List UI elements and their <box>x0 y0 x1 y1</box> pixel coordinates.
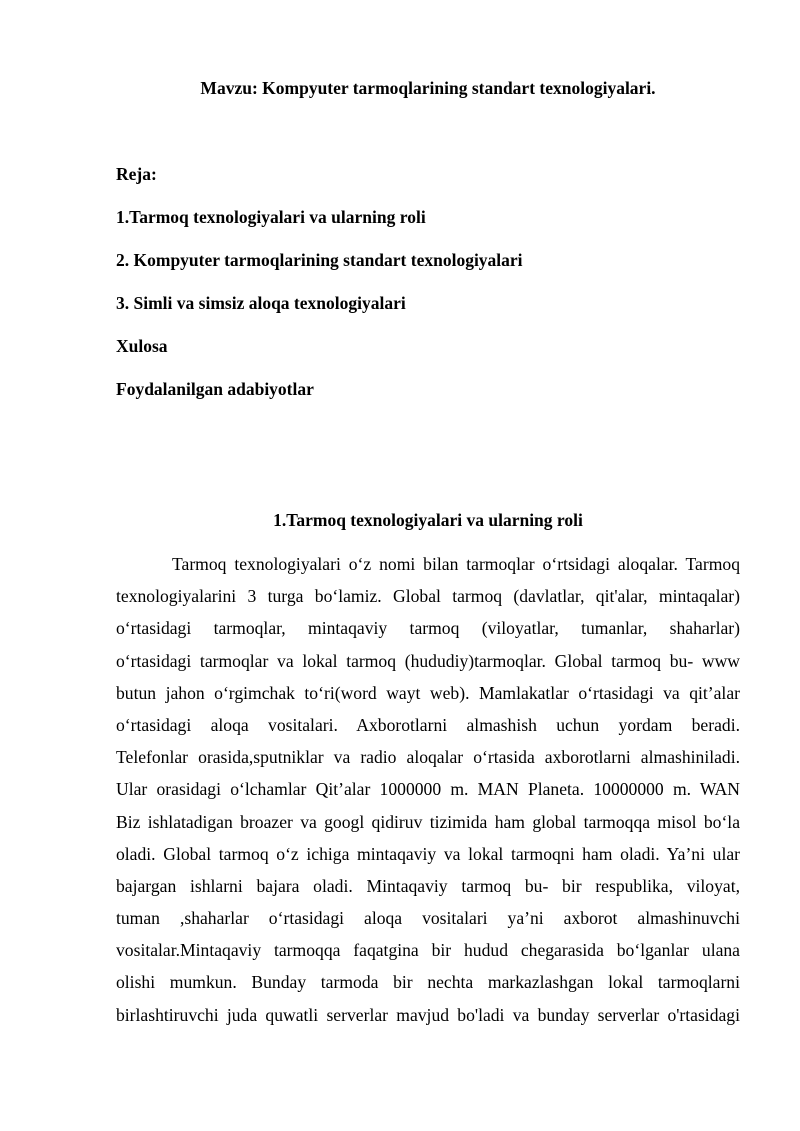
body-line: Tarmoq texnologiyalari o‘z nomi bilan tarmoqlar o‘rtsidagi aloqalar. Tarmoq <box>172 554 740 574</box>
body-line: Biz ishlatadigan broazer va googl qidiruv tizimida ham global tarmoqqa misol bo‘la <box>116 811 740 832</box>
section-heading: 1.Tarmoq texnologiyalari va ularning roli <box>273 510 583 530</box>
body-line: vositalar.Mintaqaviy tarmoqqa faqatgina bir hudud chegarasida bo‘lganlar ulana <box>116 940 740 961</box>
body-line: olishi mumkun. Bunday tarmoda bir nechta markazlashgan lokal tarmoqlarni <box>116 972 740 993</box>
body-line: butun jahon o‘rgimchak to‘ri(word wayt web). Mamlakatlar o‘rtasidagi va qit’alar <box>116 682 740 703</box>
body-line: o‘rtasidagi tarmoqlar, mintaqaviy tarmoq (viloyatlar, tumanlar, shaharlar) <box>116 618 740 639</box>
body-line: bajargan ishlarni bajara oladi. Mintaqaviy tarmoq bu- bir respublika, viloyat, <box>116 875 740 896</box>
body-line: Ular orasidagi o‘lchamlar Qit’alar 1000000 m. MAN Planeta. 10000000 m. WAN <box>116 779 740 800</box>
body-line: oladi. Global tarmoq o‘z ichiga mintaqaviy va lokal tarmoqni ham oladi. Ya’ni ular <box>116 843 740 864</box>
plan-item: 3. Simli va simsiz aloqa texnologiyalari <box>116 293 406 313</box>
body-line: tuman ,shaharlar o‘rtasidagi aloqa vositalari ya’ni axborot almashinuvchi <box>116 908 740 929</box>
plan-item: Foydalanilgan adabiyotlar <box>116 379 314 399</box>
plan-item: Xulosa <box>116 336 168 356</box>
body-line: o‘rtasidagi aloqa vositalari. Axborotlarni almashish uchun yordam beradi. <box>116 714 740 735</box>
plan-item: 1.Tarmoq texnologiyalari va ularning roli <box>116 207 426 227</box>
plan-list <box>116 163 756 421</box>
body-line: o‘rtasidagi tarmoqlar va lokal tarmoq (hududiy)tarmoqlar. Global tarmoq bu- www <box>116 650 740 671</box>
plan-heading: Reja: <box>116 164 157 184</box>
body-line: birlashtiruvchi juda quwatli serverlar mavjud bo'ladi va bunday serverlar o'rtasidagi <box>116 1004 740 1025</box>
plan-item: 2. Kompyuter tarmoqlarining standart texnologiyalari <box>116 250 523 270</box>
document-title: Mavzu: Kompyuter tarmoqlarining standart texnologiyalari. <box>200 78 656 98</box>
body-line: texnologiyalarini 3 turga bo‘lamiz. Global tarmoq (davlatlar, qit'alar, mintaqalar) <box>116 586 740 607</box>
body-line: Telefonlar orasida,sputniklar va radio aloqalar o‘rtasida axborotlarni almashiniladi. <box>116 747 740 768</box>
section-body <box>116 548 740 1031</box>
